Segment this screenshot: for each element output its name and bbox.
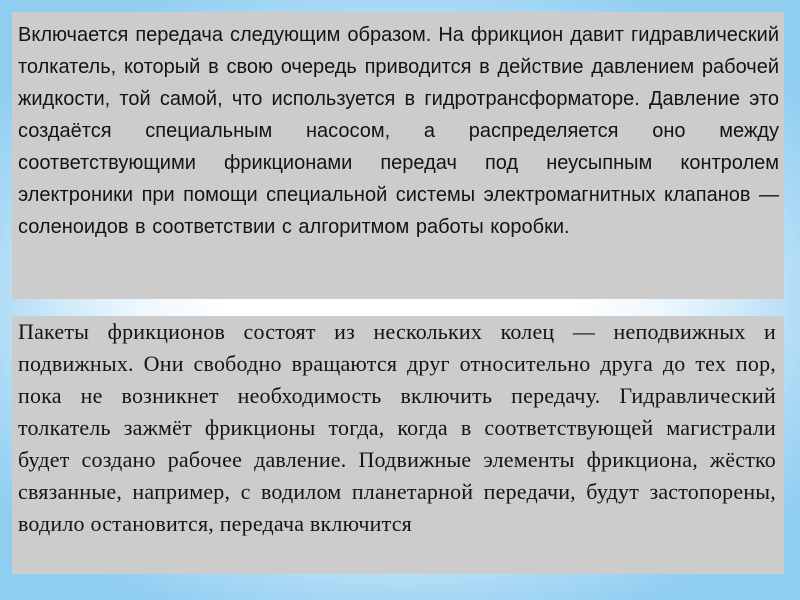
text-block-clutch-packs (12, 316, 784, 574)
paragraph-engagement: Включается передача следующим образом. На фрикцион давит гидравлический толкатель, который в свою очередь приводится в действие давлением рабочей жидкости, той самой, что используется в гидротрансформаторе. Давление это создаётся специальным насосом, а распределяется оно между соответствующими фрикционами передач под неусыпным контролем электроники при помощи специальной системы электромагнитных клапанов — соленоидов в соответствии с алгоритмом работы коробки. (18, 24, 779, 238)
text-block-transmission-engagement (12, 12, 784, 299)
paragraph-clutch-packs: Пакеты фрикционов состоят из нескольких колец — неподвижных и подвижных. Они свободно вращаются друг относительно друга до тех пор, пока не возникнет необходимость включить передачу. Гидравлический толкатель зажмёт фрикционы тогда, когда в соответствующей магистрали будет создано рабочее давление. Подвижные элементы фрикциона, жёстко связанные, например, с водилом планетарной передачи, будут застопорены, водило остановится, передача включится (18, 319, 776, 536)
